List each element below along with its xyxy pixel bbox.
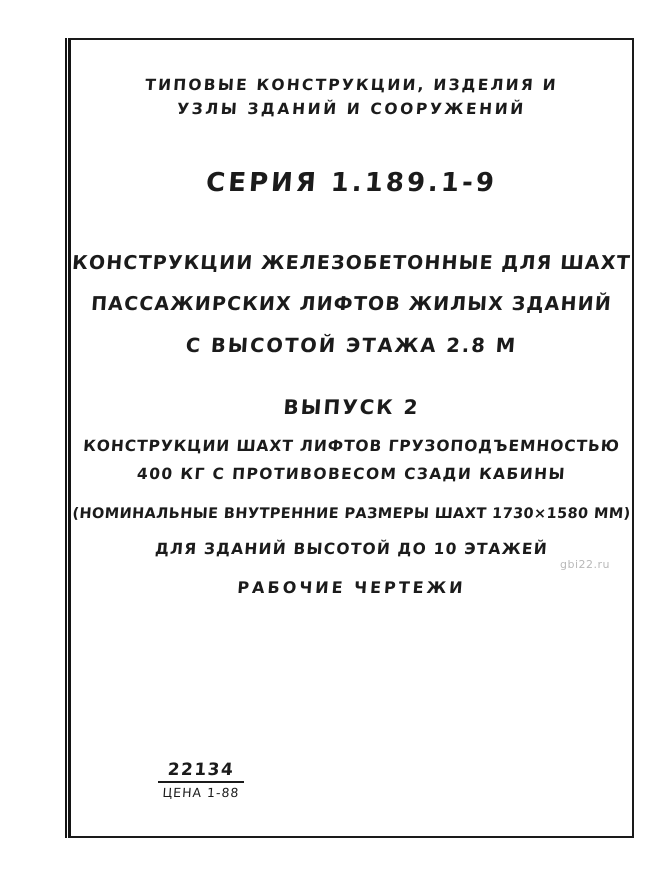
subtitle-line-3: (НОМИНАЛЬНЫЕ ВНУТРЕННИЕ РАЗМЕРЫ ШАХТ 1730×1580 ММ) [71, 506, 632, 522]
subtitle-line-4: ДЛЯ ЗДАНИЙ ВЫСОТОЙ ДО 10 ЭТАЖЕЙ [154, 540, 549, 558]
title-line-2: ПАССАЖИРСКИХ ЛИФТОВ ЖИЛЫХ ЗДАНИЙ [90, 293, 613, 315]
subtitle-line-5: РАБОЧИЕ ЧЕРТЕЖИ [236, 578, 467, 597]
issue-label: ВЫПУСК 2 [282, 395, 421, 419]
subtitle-line-2: 400 КГ С ПРОТИВОВЕСОМ СЗАДИ КАБИНЫ [136, 465, 567, 483]
page-frame [68, 38, 634, 838]
header-line-2: УЗЛЫ ЗДАНИЙ И СООРУЖЕНИЙ [176, 100, 527, 118]
watermark: gbi22.ru [559, 558, 610, 571]
title-line-1: КОНСТРУКЦИИ ЖЕЛЕЗОБЕТОННЫЕ ДЛЯ ШАХТ [71, 252, 632, 274]
title-line-3: С ВЫСОТОЙ ЭТАЖА 2.8 М [185, 334, 518, 357]
footer-price-block [111, 760, 291, 800]
price-label: ЦЕНА 1-88 [162, 785, 240, 800]
document-code: 22134 [166, 760, 236, 780]
underline-rule [158, 781, 244, 783]
header-line-1: ТИПОВЫЕ КОНСТРУКЦИИ, ИЗДЕЛИЯ И [144, 76, 559, 94]
subtitle-line-1: КОНСТРУКЦИИ ШАХТ ЛИФТОВ ГРУЗОПОДЪЕМНОСТЬЮ [82, 437, 621, 455]
series-label: СЕРИЯ 1.189.1-9 [205, 168, 498, 198]
page-content [71, 40, 632, 836]
